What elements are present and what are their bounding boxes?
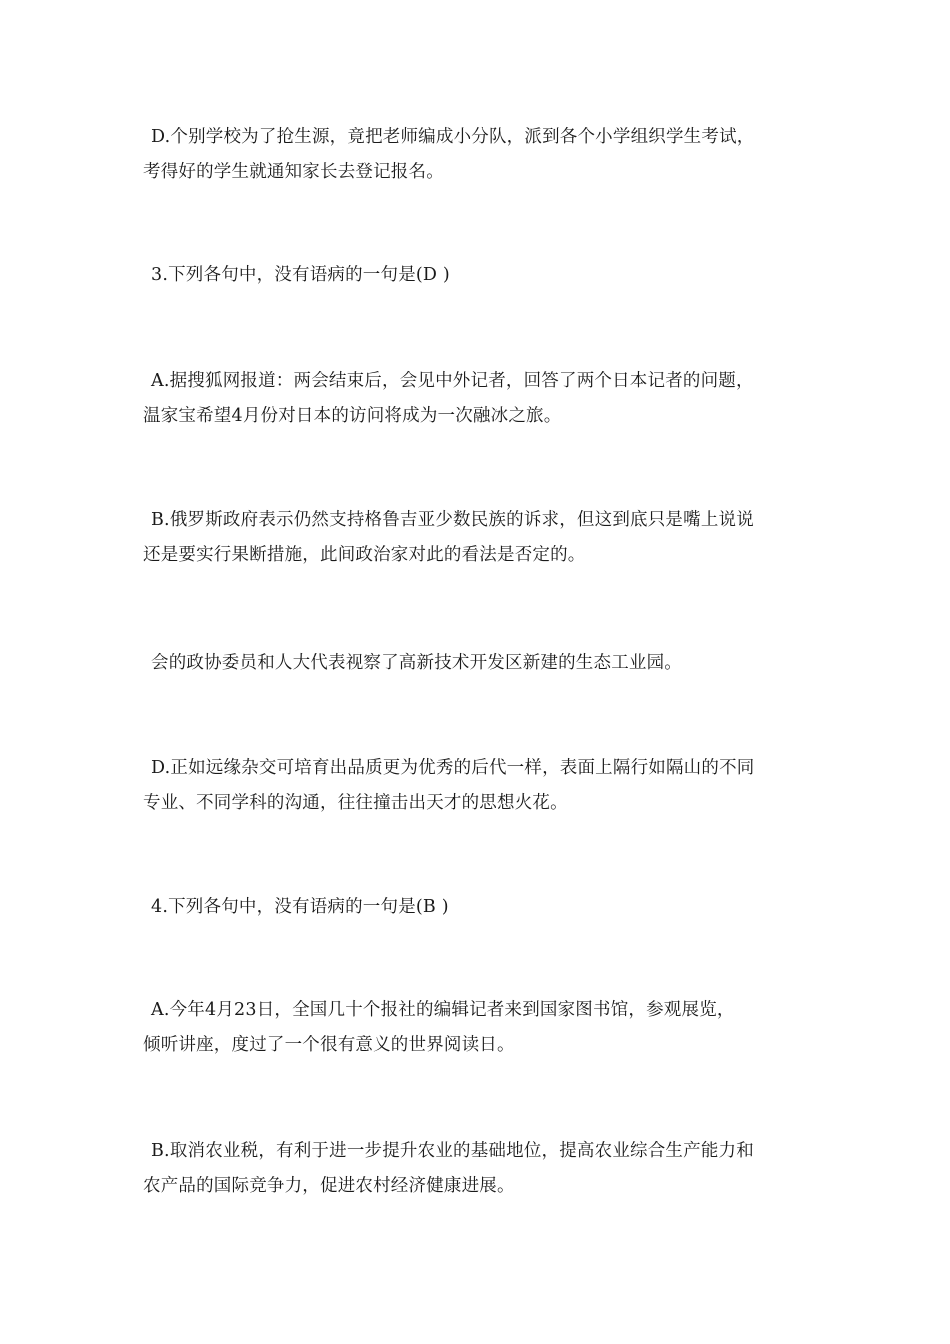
paragraph-line: 考得好的学生就通知家长去登记报名。 — [143, 162, 444, 182]
paragraph-line: 倾听讲座，度过了一个很有意义的世界阅读日。 — [143, 1035, 515, 1055]
q3-stem-paragraph — [143, 258, 813, 293]
q4-option-a-paragraph — [143, 993, 813, 1063]
paragraph-line: D.正如远缘杂交可培育出品质更为优秀的后代一样，表面上隔行如隔山的不同 — [151, 758, 755, 778]
question-stem: 3.下列各句中，没有语病的一句是(D ) — [151, 265, 450, 285]
paragraph-line: 农产品的国际竞争力，促进农村经济健康进展。 — [143, 1176, 515, 1196]
paragraph-line: D.个别学校为了抢生源，竟把老师编成小分队，派到各个小学组织学生考试， — [151, 127, 755, 147]
paragraph-line: A.据搜狐网报道：两会结束后，会见中外记者，回答了两个日本记者的问题， — [151, 371, 754, 391]
q3-option-d-paragraph — [143, 751, 813, 821]
q4-stem-paragraph — [143, 890, 813, 925]
paragraph-line: A.今年4月23日，全国几十个报社的编辑记者来到国家图书馆，参观展览， — [151, 1000, 735, 1020]
question-stem: 4.下列各句中，没有语病的一句是(B ) — [151, 897, 449, 917]
paragraph-line: B.取消农业税，有利于进一步提升农业的基础地位，提高农业综合生产能力和 — [151, 1141, 754, 1161]
q3-option-a-paragraph — [143, 364, 813, 434]
paragraph-line: 温家宝希望4月份对日本的访问将成为一次融冰之旅。 — [143, 406, 562, 426]
q3-option-c-fragment-paragraph — [143, 646, 813, 681]
paragraph-line: 还是要实行果断措施，此间政治家对此的看法是否定的。 — [143, 545, 586, 565]
q4-option-b-paragraph — [143, 1134, 813, 1204]
paragraph-line: 会的政协委员和人大代表视察了高新技术开发区新建的生态工业园。 — [151, 653, 682, 673]
q3-option-b-paragraph — [143, 503, 813, 573]
paragraph-line: B.俄罗斯政府表示仍然支持格鲁吉亚少数民族的诉求，但这到底只是嘴上说说 — [151, 510, 754, 530]
paragraph-line: 专业、不同学科的沟通，往往撞击出天才的思想火花。 — [143, 793, 568, 813]
q2-option-d-paragraph — [143, 120, 813, 190]
